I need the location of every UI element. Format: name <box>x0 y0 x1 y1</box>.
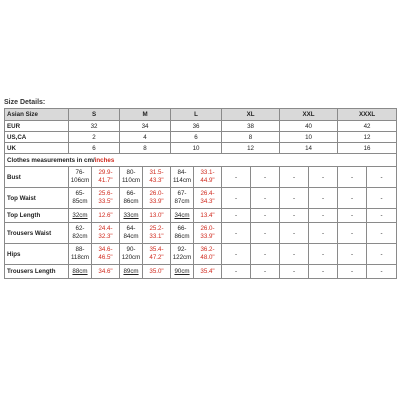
inch-value: 25.6-33.5" <box>92 188 120 209</box>
inch-value: 26.0-33.9" <box>194 223 222 244</box>
measurements-heading-inches: inches <box>94 156 115 164</box>
cm-value: 62-82cm <box>69 223 92 244</box>
size-row <box>5 121 397 132</box>
inch-value: 34.6-46.5" <box>92 244 120 265</box>
size-value: 12 <box>222 143 280 154</box>
cm-value: 66-86cm <box>120 188 143 209</box>
empty-value: - <box>222 265 251 279</box>
inch-value: 31.5-43.3" <box>143 167 171 188</box>
measurement-row <box>5 244 397 265</box>
size-header-l: L <box>171 109 222 121</box>
size-details-title: Size Details: <box>4 99 46 106</box>
empty-value: - <box>222 223 251 244</box>
measurement-label: Top Length <box>5 209 69 223</box>
size-header-xl: XL <box>222 109 280 121</box>
empty-value: - <box>222 209 251 223</box>
empty-value: - <box>309 209 338 223</box>
size-value: 14 <box>280 143 338 154</box>
cm-value: 88cm <box>69 265 92 279</box>
header-row <box>5 109 397 121</box>
inch-value: 13.0" <box>143 209 171 223</box>
cm-value: 64-84cm <box>120 223 143 244</box>
cm-value: 80-110cm <box>120 167 143 188</box>
empty-value: - <box>280 167 309 188</box>
inch-value: 13.4" <box>194 209 222 223</box>
inch-value: 25.2-33.1" <box>143 223 171 244</box>
size-header-xxl: XXL <box>280 109 338 121</box>
size-chart <box>4 98 395 279</box>
inch-value: 35.4-47.2" <box>143 244 171 265</box>
inch-value: 26.4-34.3" <box>194 188 222 209</box>
empty-value: - <box>280 244 309 265</box>
size-value: 34 <box>120 121 171 132</box>
cm-value: 84-114cm <box>171 167 194 188</box>
size-value: 38 <box>222 121 280 132</box>
empty-value: - <box>309 244 338 265</box>
measurement-row <box>5 188 397 209</box>
size-value: 6 <box>171 132 222 143</box>
cm-value: 89cm <box>120 265 143 279</box>
measurements-heading-prefix: Clothes measurements in cm/ <box>7 156 95 164</box>
inch-value: 33.1-44.9" <box>194 167 222 188</box>
size-value: 36 <box>171 121 222 132</box>
empty-value: - <box>222 244 251 265</box>
empty-value: - <box>367 167 397 188</box>
empty-value: - <box>251 265 280 279</box>
measurement-row <box>5 223 397 244</box>
empty-value: - <box>251 209 280 223</box>
size-value: 16 <box>338 143 397 154</box>
measurement-row <box>5 265 397 279</box>
size-value: 12 <box>338 132 397 143</box>
empty-value: - <box>338 167 367 188</box>
empty-value: - <box>367 209 397 223</box>
measurement-label: Bust <box>5 167 69 188</box>
empty-value: - <box>338 265 367 279</box>
size-header-s: S <box>69 109 120 121</box>
size-row-label: UK <box>5 143 69 154</box>
cm-value: 34cm <box>171 209 194 223</box>
cm-value: 33cm <box>120 209 143 223</box>
empty-value: - <box>222 167 251 188</box>
measurements-heading <box>5 154 397 167</box>
empty-value: - <box>251 223 280 244</box>
size-value: 10 <box>171 143 222 154</box>
empty-value: - <box>280 209 309 223</box>
inch-value: 36.2-48.0" <box>194 244 222 265</box>
cm-value: 88-118cm <box>69 244 92 265</box>
empty-value: - <box>251 167 280 188</box>
measurement-row <box>5 209 397 223</box>
empty-value: - <box>338 223 367 244</box>
empty-value: - <box>367 244 397 265</box>
measurement-label: Trousers Waist <box>5 223 69 244</box>
empty-value: - <box>280 223 309 244</box>
size-row <box>5 132 397 143</box>
cm-value: 66-86cm <box>171 223 194 244</box>
inch-value: 29.9-41.7" <box>92 167 120 188</box>
cm-value: 67-87cm <box>171 188 194 209</box>
measurement-row <box>5 167 397 188</box>
empty-value: - <box>309 167 338 188</box>
empty-value: - <box>251 188 280 209</box>
inch-value: 35.0" <box>143 265 171 279</box>
empty-value: - <box>367 265 397 279</box>
header-label: Asian Size <box>5 109 69 121</box>
empty-value: - <box>309 265 338 279</box>
size-value: 10 <box>280 132 338 143</box>
empty-value: - <box>367 223 397 244</box>
empty-value: - <box>280 188 309 209</box>
empty-value: - <box>338 209 367 223</box>
size-value: 4 <box>120 132 171 143</box>
empty-value: - <box>222 188 251 209</box>
cm-value: 90-120cm <box>120 244 143 265</box>
size-value: 32 <box>69 121 120 132</box>
size-row-label: US,CA <box>5 132 69 143</box>
empty-value: - <box>309 188 338 209</box>
empty-value: - <box>280 265 309 279</box>
measurement-label: Top Waist <box>5 188 69 209</box>
size-value: 6 <box>69 143 120 154</box>
empty-value: - <box>367 188 397 209</box>
size-value: 40 <box>280 121 338 132</box>
cm-value: 90cm <box>171 265 194 279</box>
inch-value: 26.0-33.9" <box>143 188 171 209</box>
empty-value: - <box>309 223 338 244</box>
measurements-heading-row <box>5 154 397 167</box>
cm-value: 32cm <box>69 209 92 223</box>
size-table <box>4 108 397 279</box>
size-value: 2 <box>69 132 120 143</box>
inch-value: 12.6" <box>92 209 120 223</box>
size-header-xxxl: XXXL <box>338 109 397 121</box>
cm-value: 65-85cm <box>69 188 92 209</box>
inch-value: 35.4" <box>194 265 222 279</box>
cm-value: 76-106cm <box>69 167 92 188</box>
size-value: 42 <box>338 121 397 132</box>
empty-value: - <box>251 244 280 265</box>
measurement-label: Hips <box>5 244 69 265</box>
empty-value: - <box>338 188 367 209</box>
inch-value: 24.4-32.3" <box>92 223 120 244</box>
inch-value: 34.6" <box>92 265 120 279</box>
measurement-label: Trousers Length <box>5 265 69 279</box>
size-header-m: M <box>120 109 171 121</box>
size-value: 8 <box>222 132 280 143</box>
size-row-label: EUR <box>5 121 69 132</box>
cm-value: 92-122cm <box>171 244 194 265</box>
empty-value: - <box>338 244 367 265</box>
size-value: 8 <box>120 143 171 154</box>
size-row <box>5 143 397 154</box>
